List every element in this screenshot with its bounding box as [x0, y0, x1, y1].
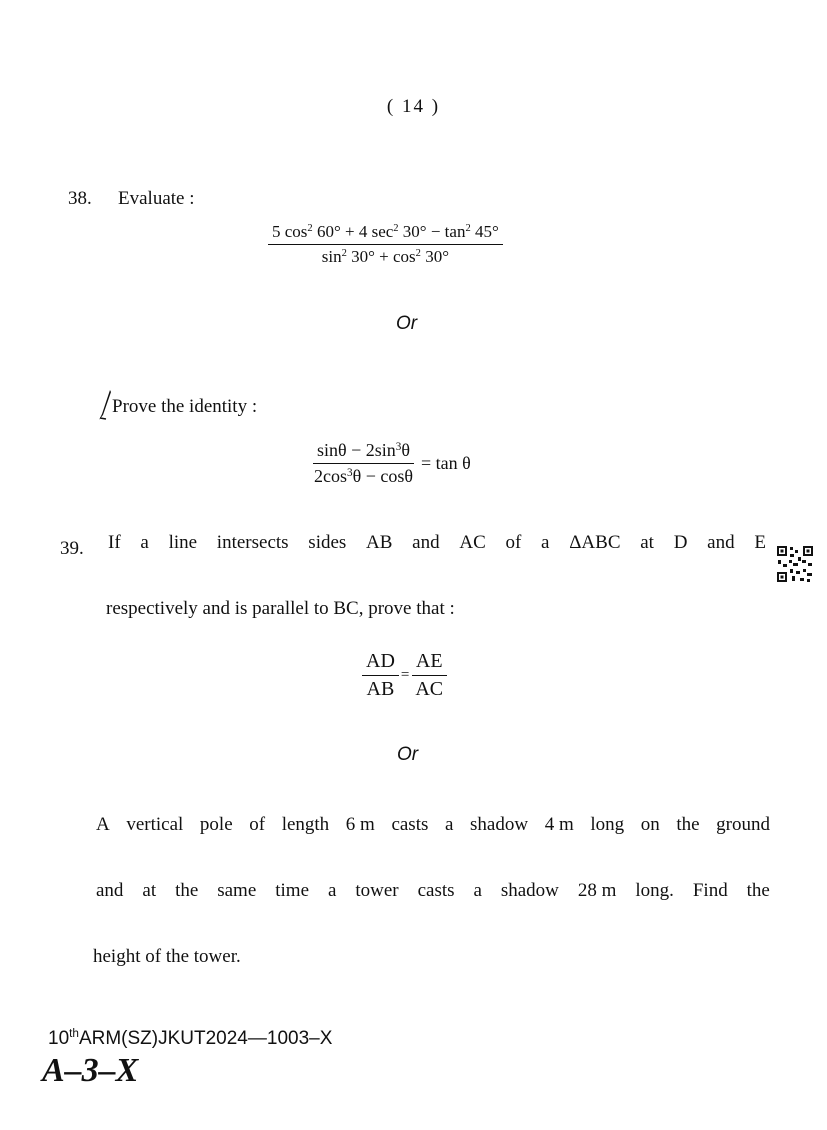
word: a — [140, 532, 149, 553]
word: 6 m — [345, 814, 375, 835]
word: vertical — [126, 814, 184, 835]
word: of — [505, 532, 522, 553]
word: tower — [355, 880, 399, 901]
word: Find — [692, 880, 728, 901]
question-39-line-2: respectively and is parallel to BC, prove that : — [106, 598, 455, 619]
word: long. — [635, 880, 674, 901]
word: same — [217, 880, 257, 901]
word: A — [96, 814, 110, 835]
word: at — [142, 880, 157, 901]
question-38-alt-prompt: Prove the identity : — [112, 396, 258, 417]
word: ΔABC — [569, 532, 621, 553]
word: and — [412, 532, 440, 553]
question-38-prompt: Evaluate : — [118, 188, 195, 209]
word: of — [249, 814, 266, 835]
word: a — [473, 880, 482, 901]
paper-set-label: A–3–X — [42, 1052, 139, 1089]
identity-denominator: $2\cos^3\theta - \cos\theta$ — [314, 466, 413, 486]
word: AC — [459, 532, 486, 553]
paper-code-sup: th — [69, 1026, 79, 1040]
expression-denominator: $\sin^2 30^\circ + \cos^2 30^\circ$ — [321, 247, 449, 266]
ratio-left-numerator: AD — [362, 650, 399, 676]
or-separator-38: Or — [396, 313, 418, 334]
word: length — [281, 814, 330, 835]
identity-rhs: = tan θ — [420, 453, 471, 473]
ratio-equals: = — [400, 667, 410, 683]
qr-code-icon — [776, 545, 814, 583]
question-39-alt-line-1 — [96, 814, 770, 836]
word: the — [175, 880, 199, 901]
page-number: ( 14 ) — [386, 96, 441, 117]
question-39-line-1 — [108, 532, 766, 554]
word: and — [707, 532, 735, 553]
question-39-number: 39. — [60, 538, 84, 559]
question-38-number: 38. — [68, 188, 92, 209]
word: the — [676, 814, 700, 835]
question-38-expression — [268, 222, 503, 267]
word: long — [590, 814, 625, 835]
expression-numerator: 5 $\cos^2 60^\circ + 4$ $\sec^2 30^\circ - \tan^2 45^\circ$ — [268, 222, 503, 245]
paper-code — [48, 1028, 332, 1050]
word: pole — [199, 814, 233, 835]
word: intersects — [216, 532, 289, 553]
word: and — [96, 880, 124, 901]
ratio-left-fraction — [362, 650, 399, 701]
word: 28 m — [577, 880, 617, 901]
word: time — [275, 880, 310, 901]
word: If — [108, 532, 121, 553]
ratio-right-denominator: AC — [415, 678, 444, 700]
or-separator-39: Or — [397, 744, 419, 765]
ratio-expression — [362, 650, 447, 701]
word: on — [640, 814, 660, 835]
word: shadow — [500, 880, 559, 901]
word: AB — [366, 532, 393, 553]
question-39-alt-line-2 — [96, 880, 770, 902]
identity-expression — [310, 440, 471, 487]
expression-fraction — [268, 222, 503, 267]
ratio-right-fraction — [411, 650, 447, 701]
word: the — [746, 880, 770, 901]
paper-code-rest: ARM(SZ)JKUT2024—1003–X — [78, 1028, 333, 1049]
word: casts — [417, 880, 455, 901]
word: E — [754, 532, 766, 553]
word: a — [444, 814, 454, 835]
word: a — [541, 532, 550, 553]
word: sides — [308, 532, 347, 553]
word: line — [168, 532, 198, 553]
word: 4 m — [544, 814, 574, 835]
identity-numerator: $\sin\theta - 2\sin^3\theta$ — [313, 440, 414, 464]
identity-fraction — [310, 440, 417, 487]
word: D — [673, 532, 688, 553]
ratio-right-numerator: AE — [412, 650, 447, 676]
word: shadow — [470, 814, 529, 835]
word: a — [327, 880, 337, 901]
question-39-alt-line-3: height of the tower. — [93, 946, 241, 967]
paper-code-prefix: 10 — [48, 1028, 70, 1049]
word: ground — [716, 814, 770, 835]
word: at — [640, 532, 654, 553]
word: casts — [391, 814, 429, 835]
ratio-left-denominator: AB — [366, 678, 395, 700]
